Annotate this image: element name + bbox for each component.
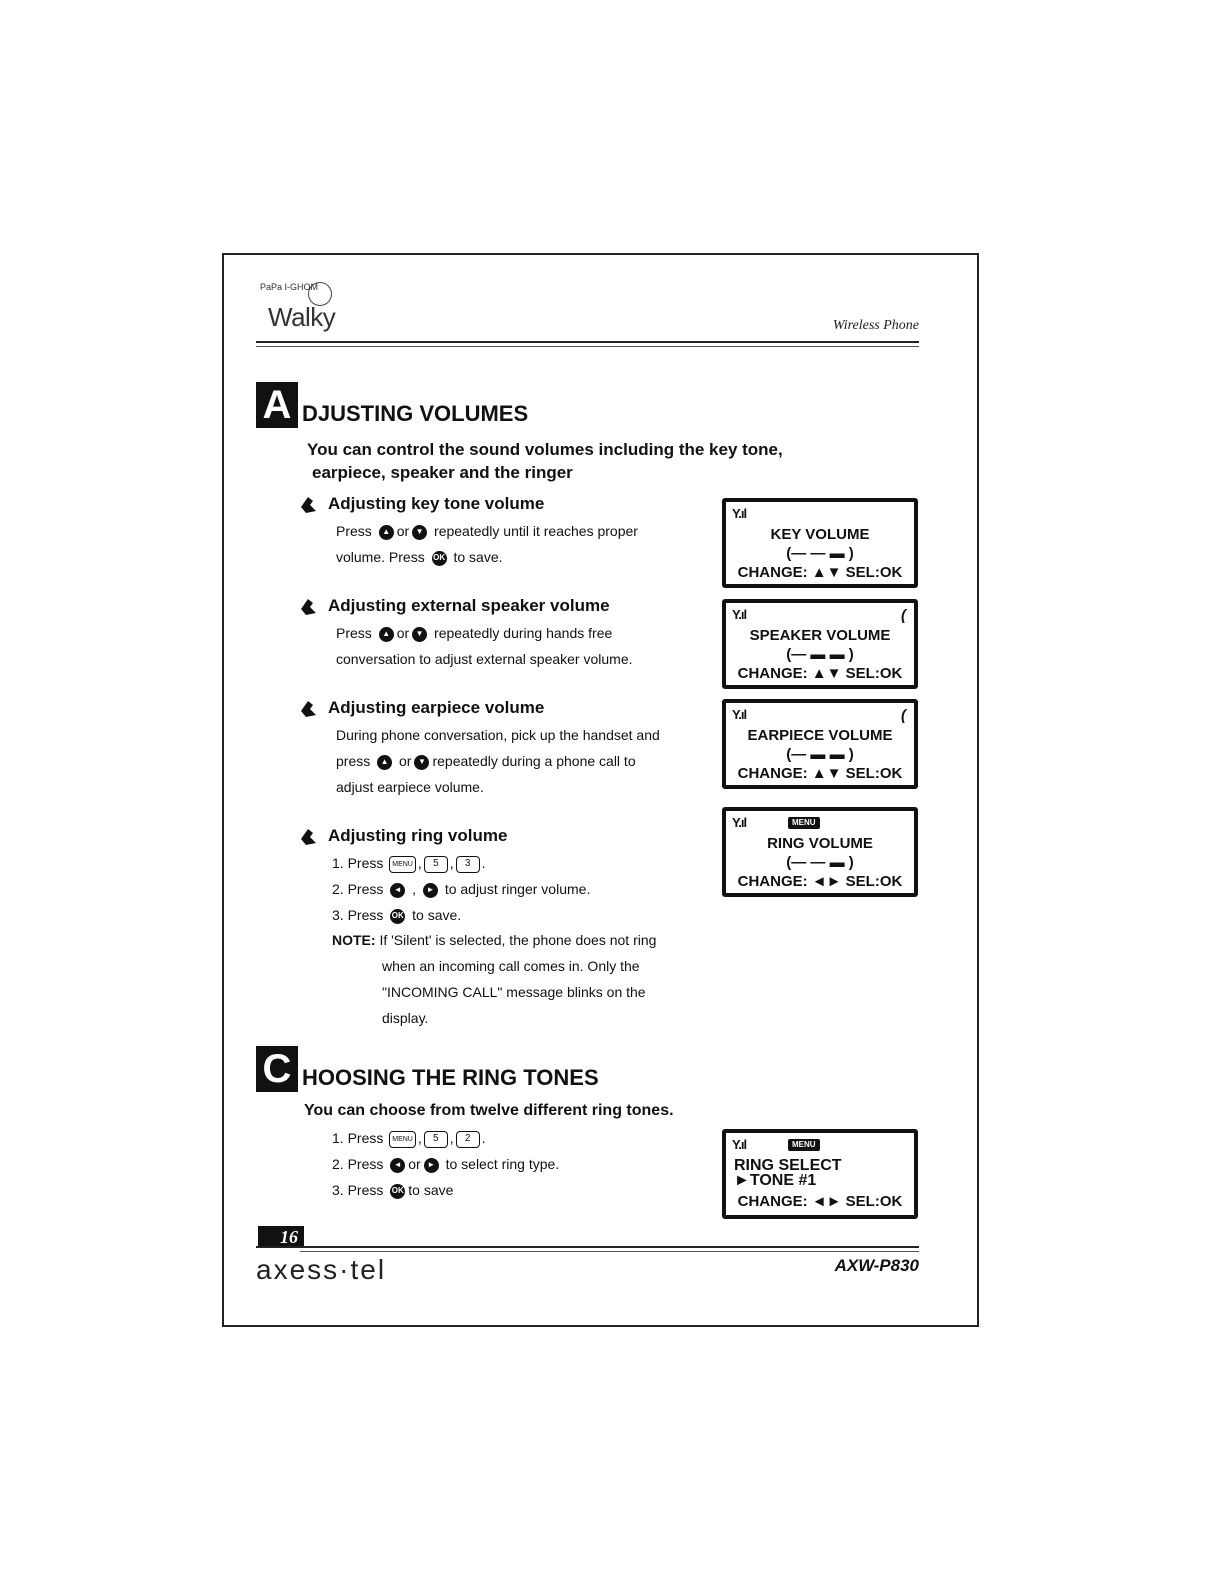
key-2-icon: 2 <box>456 1131 480 1148</box>
lcd-key-volume: Y.ıl KEY VOLUME (— — ▬ ) CHANGE: ▲▼ SEL:OK <box>722 498 918 588</box>
section-a-intro-1: You can control the sound volumes including the key tone, <box>307 440 783 459</box>
key-tone-text: Press ▲ or ▼ repeatedly until it reaches proper volume. Press OK to save. <box>336 523 638 565</box>
up-button-icon: ▲ <box>377 755 392 770</box>
lcd-ring-select: Y.ıl MENU RING SELECT ►TONE #1 CHANGE: ◄► SEL:OK <box>722 1129 918 1219</box>
earpiece-title: Adjusting earpiece volume <box>328 698 545 717</box>
footer-rule <box>256 1246 919 1248</box>
key-5-icon: 5 <box>424 1131 448 1148</box>
footer-rule-thin <box>300 1251 919 1252</box>
down-button-icon: ▼ <box>414 755 429 770</box>
ok-button-icon: OK <box>390 909 405 924</box>
section-a-initial: A <box>256 382 298 428</box>
signal-icon: Y.ıl <box>732 815 747 830</box>
section-a-intro-2: earpiece, speaker and the ringer <box>312 463 573 482</box>
brand-logo: axess·tel <box>256 1254 387 1285</box>
left-button-icon: ◄ <box>390 883 405 898</box>
signal-icon: Y.ıl <box>732 1137 747 1152</box>
down-button-icon: ▼ <box>412 525 427 540</box>
menu-badge: MENU <box>788 1139 820 1151</box>
menu-key-icon: MENU <box>389 856 416 873</box>
section-c-intro: You can choose from twelve different ring tones. <box>304 1102 674 1119</box>
up-button-icon: ▲ <box>379 525 394 540</box>
down-button-icon: ▼ <box>412 627 427 642</box>
up-button-icon: ▲ <box>379 627 394 642</box>
ring-tone-steps: 1. Press MENU , 5 , 2 . 2. Press ◄ or ► to select ring type. 3. Press OK to save <box>332 1130 560 1198</box>
ring-volume-steps: 1. Press MENU , 5 , 3 . 2. Press ◄ , ► to adjust ringer volume. 3. Press OK to save. <box>332 855 591 923</box>
ring-volume-title: Adjusting ring volume <box>328 826 508 845</box>
ok-button-icon: OK <box>390 1184 405 1199</box>
signal-icon: Y.ıl <box>732 707 747 722</box>
lcd-earpiece-volume: Y.ıl ( EARPIECE VOLUME (— ▬ ▬ ) CHANGE: ▲▼ SEL:OK <box>722 699 918 789</box>
speaker-heading <box>298 595 610 617</box>
call-icon: ( <box>901 607 906 624</box>
ring-volume-note-cont: when an incoming call comes in. Only the "INCOMING CALL" message blinks on the display. <box>382 958 646 1026</box>
ring-volume-note: NOTE: If 'Silent' is selected, the phone does not ring <box>332 932 657 948</box>
logo: Walky <box>268 302 336 332</box>
lcd-speaker-volume: Y.ıl ( SPEAKER VOLUME (— ▬ ▬ ) CHANGE: ▲▼ SEL:OK <box>722 599 918 689</box>
model-number: AXW-P830 <box>834 1256 919 1275</box>
left-button-icon: ◄ <box>390 1158 405 1173</box>
handset-icon <box>298 697 320 719</box>
signal-icon: Y.ıl <box>732 506 747 521</box>
signal-icon: Y.ıl <box>732 607 747 622</box>
speaker-text: Press ▲ or ▼ repeatedly during hands free conversation to adjust external speaker volume. <box>336 625 633 667</box>
ring-volume-heading <box>298 825 507 847</box>
logo-tagline: PaPa I-GHOM <box>260 282 319 292</box>
header-rule-thin <box>256 346 919 347</box>
key-tone-heading <box>298 493 544 515</box>
section-c-title: HOOSING THE RING TONES <box>302 1065 599 1090</box>
right-button-icon: ► <box>423 883 438 898</box>
key-tone-title: Adjusting key tone volume <box>328 494 545 513</box>
handset-icon <box>298 493 320 515</box>
section-c-heading <box>256 1046 599 1092</box>
section-a-title: DJUSTING VOLUMES <box>302 401 529 426</box>
handset-icon <box>298 825 320 847</box>
menu-badge: MENU <box>788 817 820 829</box>
earpiece-text: During phone conversation, pick up the handset and press ▲ or ▼ repeatedly during a phone call to adjust earpiece volume. <box>336 727 660 795</box>
speakerphone-icon <box>298 595 320 617</box>
section-a-heading <box>256 382 528 428</box>
earpiece-heading <box>298 697 544 719</box>
call-icon: ( <box>901 707 906 724</box>
ok-button-icon: OK <box>432 551 447 566</box>
speaker-title: Adjusting external speaker volume <box>328 596 610 615</box>
section-c-initial: C <box>256 1046 298 1092</box>
header-rule <box>256 341 919 343</box>
page-number: 16 <box>258 1226 304 1248</box>
header-title: Wireless Phone <box>832 318 919 333</box>
key-5-icon: 5 <box>424 856 448 873</box>
lcd-ring-volume: Y.ıl MENU RING VOLUME (— — ▬ ) CHANGE: ◄► SEL:OK <box>722 807 918 897</box>
key-3-icon: 3 <box>456 856 480 873</box>
menu-key-icon: MENU <box>389 1131 416 1148</box>
right-button-icon: ► <box>424 1158 439 1173</box>
